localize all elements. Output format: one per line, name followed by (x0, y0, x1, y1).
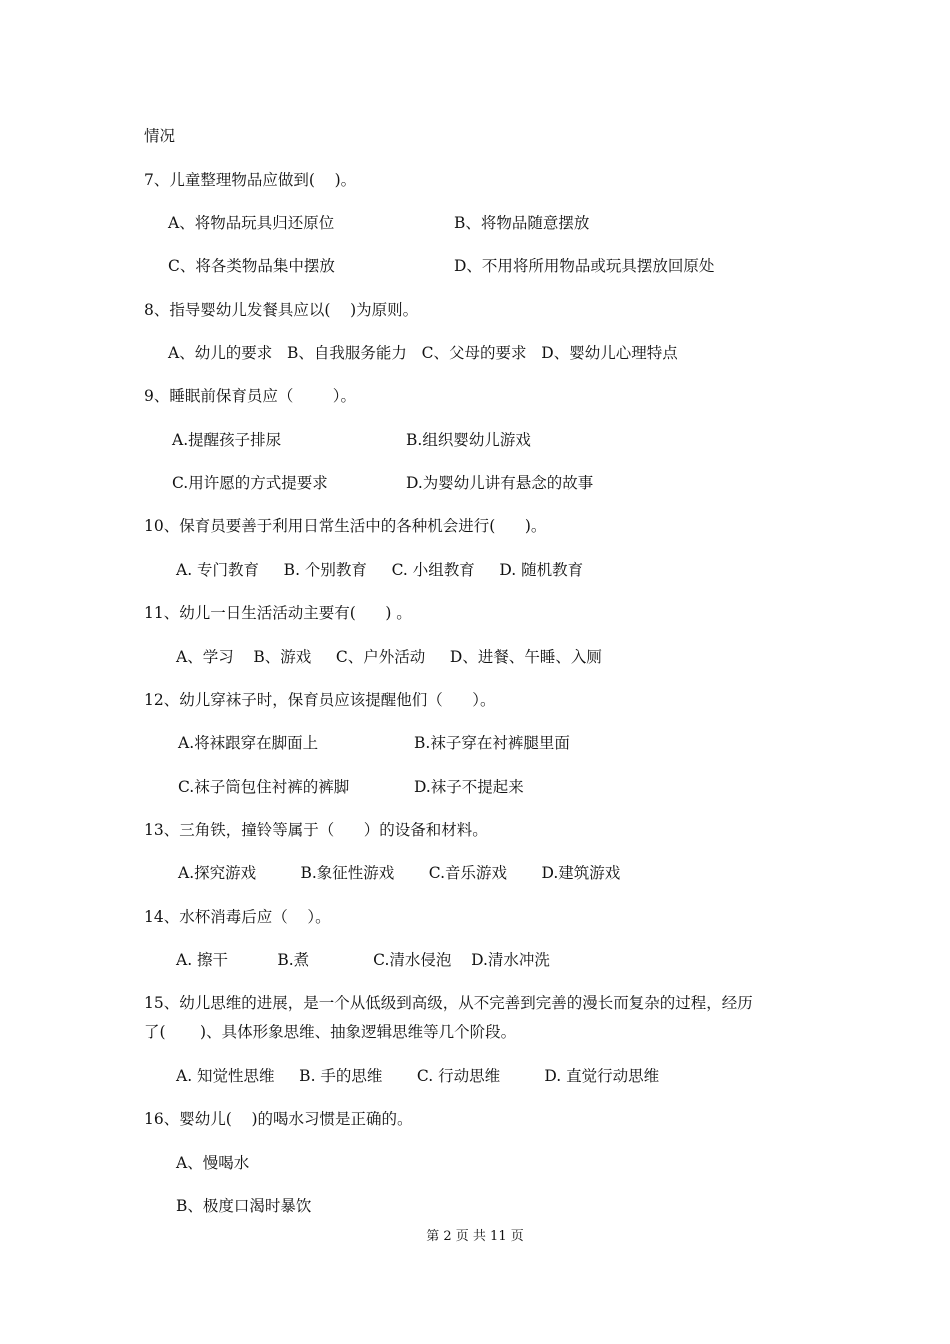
question-15-options: A. 知觉性思维 B. 手的思维 C. 行动思维 D. 直觉行动思维 (176, 1067, 660, 1085)
page-footer: 第 2 页 共 11 页 (426, 1229, 524, 1244)
question-14-stem: 14、水杯消毒后应（ ）。 (144, 908, 331, 926)
question-13-stem: 13、三角铁，撞铃等属于（ ）的设备和材料。 (144, 821, 488, 839)
question-15-stem-line-2: 了( )、具体形象思维、抽象逻辑思维等几个阶段。 (144, 1023, 517, 1041)
question-16-option-b: B、极度口渴时暴饮 (176, 1197, 312, 1215)
question-9-option-a: A.提醒孩子排尿 (172, 431, 282, 449)
question-11-stem: 11、幼儿一日生活活动主要有( ) 。 (144, 604, 412, 622)
question-12-option-a: A.将袜跟穿在脚面上 (178, 734, 319, 752)
question-16-stem: 16、婴幼儿( )的喝水习惯是正确的。 (144, 1110, 413, 1128)
question-8-stem: 8、指导婴幼儿发餐具应以( )为原则。 (144, 301, 419, 319)
question-9-stem: 9、睡眠前保育员应（ ）。 (144, 387, 357, 405)
question-7-stem: 7、儿童整理物品应做到( )。 (144, 171, 357, 189)
question-7-option-a: A、将物品玩具归还原位 (168, 214, 335, 232)
question-9-option-b: B.组织婴幼儿游戏 (406, 431, 531, 449)
question-10-stem: 10、保育员要善于利用日常生活中的各种机会进行( )。 (144, 517, 547, 535)
question-14-options: A. 擦干 B.煮 C.清水侵泡 D.清水冲洗 (176, 951, 550, 969)
question-9-option-c: C.用许愿的方式提要求 (172, 474, 328, 492)
question-7-option-d: D、不用将所用物品或玩具摆放回原处 (454, 257, 715, 275)
question-7-option-c: C、将各类物品集中摆放 (168, 257, 335, 275)
question-16-option-a: A、慢喝水 (176, 1154, 250, 1172)
question-12-option-c: C.袜子筒包住衬裤的裤脚 (178, 778, 350, 796)
question-12-stem: 12、幼儿穿袜子时，保育员应该提醒他们（ ）。 (144, 691, 496, 709)
question-11-options: A、学习 B、游戏 C、户外活动 D、进餐、午睡、入厕 (176, 648, 602, 666)
question-15-stem-line-1: 15、幼儿思维的进展，是一个从低级到高级，从不完善到完善的漫长而复杂的过程，经历 (144, 994, 753, 1012)
question-12-option-d: D.袜子不提起来 (414, 778, 524, 796)
question-9-option-d: D.为婴幼儿讲有悬念的故事 (406, 474, 594, 492)
question-7-option-b: B、将物品随意摆放 (454, 214, 590, 232)
question-8-options: A、幼儿的要求 B、自我服务能力 C、父母的要求 D、婴幼儿心理特点 (168, 344, 678, 362)
question-10-options: A. 专门教育 B. 个别教育 C. 小组教育 D. 随机教育 (176, 561, 584, 579)
continuation-text: 情况 (144, 127, 176, 145)
question-13-options: A.探究游戏 B.象征性游戏 C.音乐游戏 D.建筑游戏 (178, 864, 621, 882)
question-12-option-b: B.袜子穿在衬裤腿里面 (414, 734, 570, 752)
